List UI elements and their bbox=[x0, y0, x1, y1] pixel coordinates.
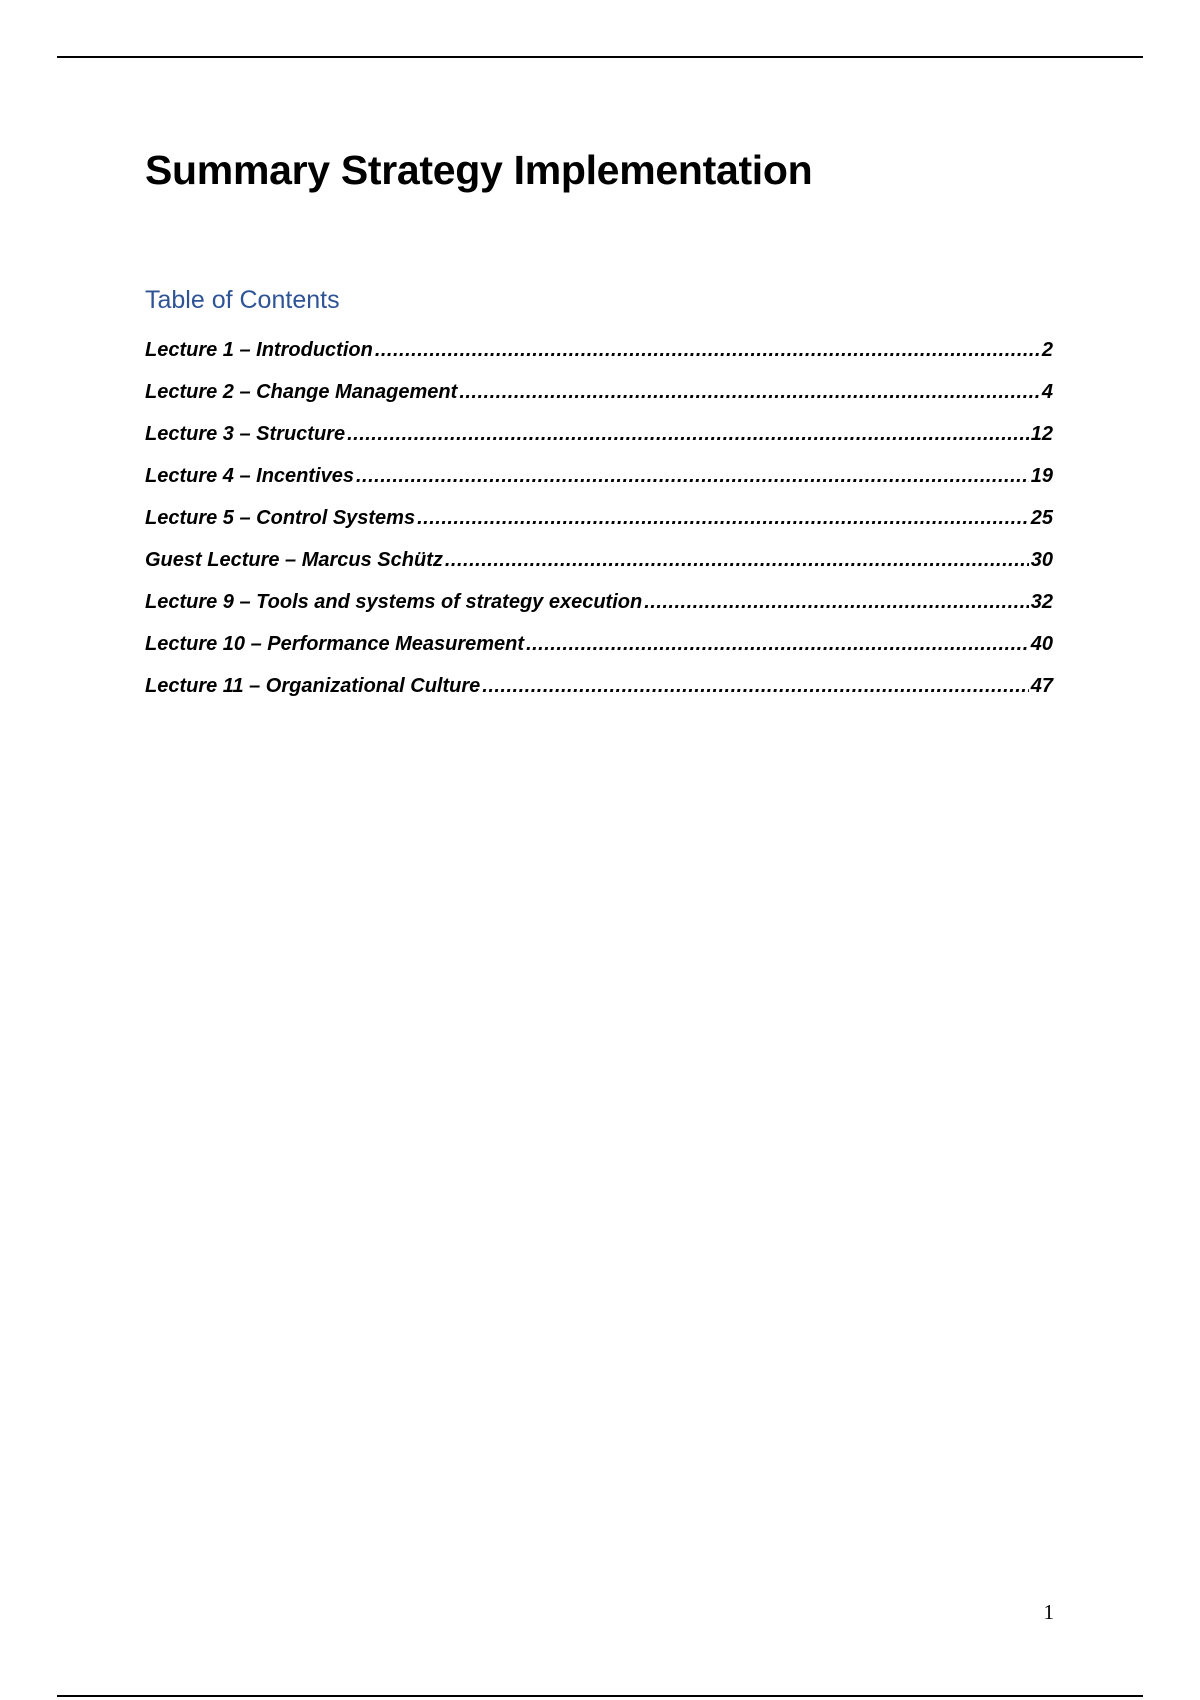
toc-entry-title: Lecture 3 – Structure bbox=[145, 423, 346, 445]
toc-leader-dots bbox=[644, 588, 1029, 616]
toc-entry-page: 25 bbox=[1030, 507, 1053, 529]
toc-entry-page: 12 bbox=[1030, 423, 1053, 445]
toc-entry-title: Lecture 4 – Incentives bbox=[145, 465, 354, 487]
toc-entry-title: Lecture 2 – Change Management bbox=[145, 381, 458, 403]
toc-entry-lecture-11[interactable] bbox=[145, 672, 1053, 714]
toc-leader-dots bbox=[459, 378, 1040, 406]
toc-entry-page: 47 bbox=[1030, 675, 1053, 697]
toc-entry-lecture-4[interactable] bbox=[145, 462, 1053, 504]
toc-leader-dots bbox=[482, 672, 1028, 700]
document-title: Summary Strategy Implementation bbox=[145, 147, 813, 193]
toc-leader-dots bbox=[526, 630, 1029, 658]
toc-entry-lecture-9[interactable] bbox=[145, 588, 1053, 630]
toc-leader-dots bbox=[347, 420, 1029, 448]
toc-entry-lecture-3[interactable] bbox=[145, 420, 1053, 462]
toc-leader-dots bbox=[375, 336, 1040, 364]
toc-entry-title: Lecture 1 – Introduction bbox=[145, 339, 373, 361]
toc-entry-page: 32 bbox=[1030, 591, 1053, 613]
toc-entry-title: Lecture 10 – Performance Measurement bbox=[145, 633, 525, 655]
toc-leader-dots bbox=[417, 504, 1029, 532]
toc-leader-dots bbox=[445, 546, 1029, 574]
toc-entry-title: Lecture 11 – Organizational Culture bbox=[145, 675, 481, 697]
toc-entry-page: 30 bbox=[1030, 549, 1053, 571]
footer-rule bbox=[57, 1695, 1143, 1697]
toc-leader-dots bbox=[356, 462, 1029, 490]
toc-entry-page: 4 bbox=[1041, 381, 1053, 403]
toc-entry-page: 19 bbox=[1030, 465, 1053, 487]
toc-entry-title: Lecture 9 – Tools and systems of strategy execution bbox=[145, 591, 643, 613]
toc-entry-guest-lecture[interactable] bbox=[145, 546, 1053, 588]
toc-entry-page: 40 bbox=[1030, 633, 1053, 655]
toc-entry-page: 2 bbox=[1041, 339, 1053, 361]
toc-entry-title: Guest Lecture – Marcus Schütz bbox=[145, 549, 443, 571]
table-of-contents bbox=[145, 336, 1053, 714]
toc-entry-title: Lecture 5 – Control Systems bbox=[145, 507, 416, 529]
toc-heading: Table of Contents bbox=[145, 286, 340, 314]
toc-entry-lecture-10[interactable] bbox=[145, 630, 1053, 672]
toc-entry-lecture-1[interactable] bbox=[145, 336, 1053, 378]
toc-entry-lecture-5[interactable] bbox=[145, 504, 1053, 546]
page-number: 1 bbox=[1043, 1600, 1054, 1624]
header-rule bbox=[57, 56, 1143, 58]
toc-entry-lecture-2[interactable] bbox=[145, 378, 1053, 420]
